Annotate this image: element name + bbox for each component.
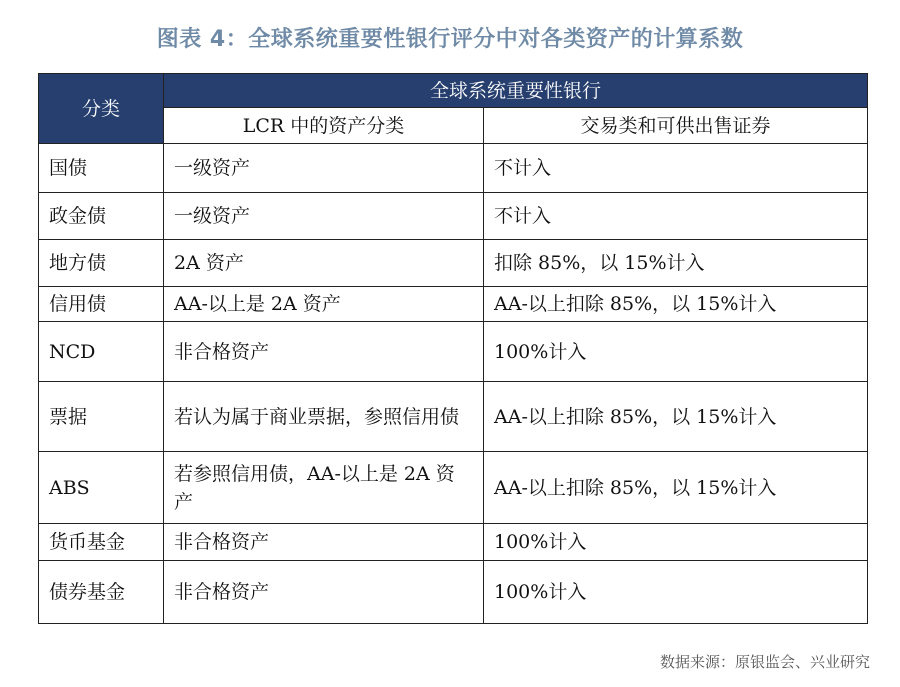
table-row (39, 452, 868, 524)
row-lcr: 一级资产 (164, 193, 484, 240)
table-row (39, 524, 868, 561)
row-category: 国债 (39, 144, 164, 193)
row-trading: AA-以上扣除 85%，以 15%计入 (484, 382, 868, 452)
table-row (39, 193, 868, 240)
row-lcr: 非合格资产 (164, 322, 484, 382)
row-trading: AA-以上扣除 85%，以 15%计入 (484, 452, 868, 524)
row-trading: 100%计入 (484, 322, 868, 382)
row-trading: 不计入 (484, 193, 868, 240)
row-category: NCD (39, 322, 164, 382)
row-lcr: 若参照信用债，AA-以上是 2A 资产 (164, 452, 484, 524)
row-trading: 100%计入 (484, 524, 868, 561)
table-row (39, 382, 868, 452)
row-category: 政金债 (39, 193, 164, 240)
row-category: 票据 (39, 382, 164, 452)
row-lcr: 2A 资产 (164, 240, 484, 287)
row-trading: AA-以上扣除 85%，以 15%计入 (484, 287, 868, 322)
row-category: 货币基金 (39, 524, 164, 561)
header-category: 分类 (39, 74, 164, 144)
header-gsib: 全球系统重要性银行 (164, 74, 868, 108)
row-category: ABS (39, 452, 164, 524)
header-trading-securities: 交易类和可供出售证券 (484, 108, 868, 144)
table-row (39, 322, 868, 382)
table-row (39, 144, 868, 193)
row-category: 债券基金 (39, 561, 164, 624)
row-category: 信用债 (39, 287, 164, 322)
header-lcr-classification: LCR 中的资产分类 (164, 108, 484, 144)
table-row (39, 561, 868, 624)
row-trading: 扣除 85%，以 15%计入 (484, 240, 868, 287)
data-source-note: 数据来源：原银监会、兴业研究 (659, 653, 870, 671)
row-trading: 不计入 (484, 144, 868, 193)
row-trading: 100%计入 (484, 561, 868, 624)
figure-title: 图表 4：全球系统重要性银行评分中对各类资产的计算系数 (156, 27, 744, 52)
row-lcr: 一级资产 (164, 144, 484, 193)
row-lcr: 若认为属于商业票据，参照信用债 (164, 382, 484, 452)
row-category: 地方债 (39, 240, 164, 287)
table-row (39, 287, 868, 322)
table-row (39, 240, 868, 287)
row-lcr: 非合格资产 (164, 524, 484, 561)
asset-coefficient-table (38, 73, 868, 624)
row-lcr: AA-以上是 2A 资产 (164, 287, 484, 322)
row-lcr: 非合格资产 (164, 561, 484, 624)
